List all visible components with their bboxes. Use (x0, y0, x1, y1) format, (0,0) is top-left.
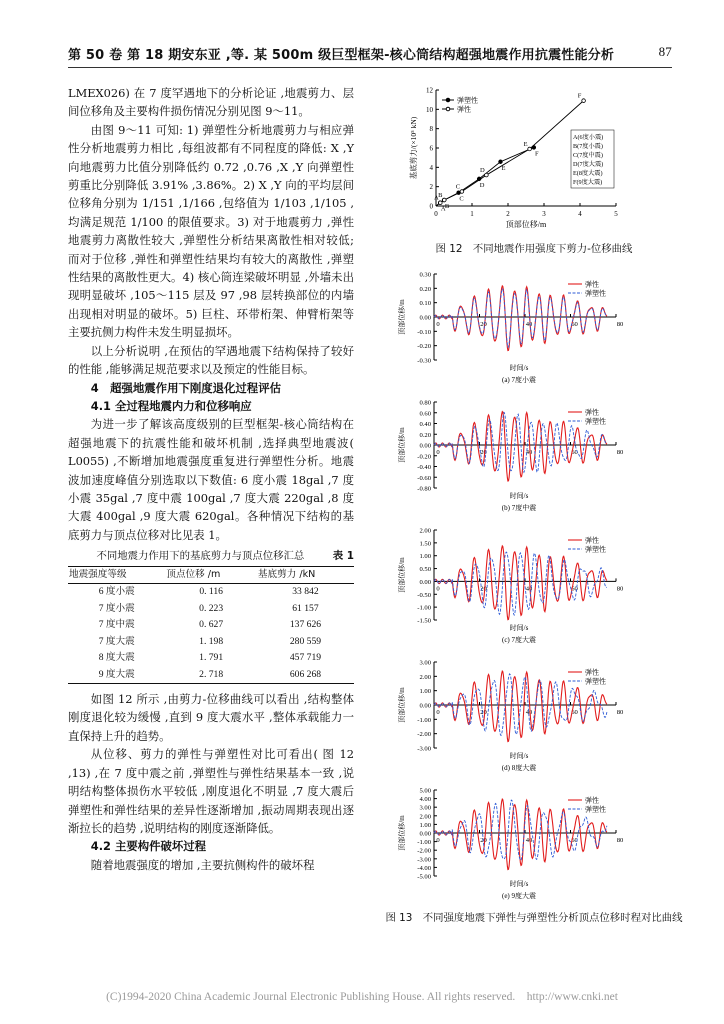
table-cell: 457 719 (289, 652, 322, 664)
table-header: 基底剪力 /kN (257, 566, 354, 584)
panel-subtitle: (e) 9度大震 (501, 892, 537, 900)
x-axis-label: 时间/s (509, 752, 529, 760)
y-axis-label: 顶部位移/m (398, 557, 406, 593)
legend-marker (446, 98, 450, 102)
x-tick-label: 60 (571, 321, 578, 328)
figure-13c-chart (384, 522, 684, 650)
y-axis-label: 顶部位移/m (398, 299, 406, 335)
data-table (68, 566, 354, 685)
data-point (442, 198, 446, 202)
y-tick-label: 1.00 (419, 688, 431, 696)
y-tick-label: 4.00 (419, 796, 431, 804)
figure-13a-chart (384, 266, 684, 390)
y-tick-label: 0.00 (419, 314, 431, 322)
table-row (68, 584, 354, 601)
paragraph: 如图 12 所示 ,由剪力-位移曲线可以看出 ,结构整体刚度退化较为缓慢 ,直到 9 度大震水平 ,整体承载能力一直保持上升的趋势。 (68, 692, 354, 743)
y-tick-label: 0.50 (419, 566, 431, 574)
point-label: E (523, 140, 528, 148)
panel-subtitle: (a) 7度小震 (501, 376, 537, 384)
x-tick-label: 20 (480, 321, 487, 328)
figure-12-caption: 图 12 不同地震作用强度下剪力-位移曲线 (435, 243, 633, 255)
paragraph: 以上分析说明 ,在预估的罕遇地震下结构保持了较好的性能 ,能够满足规范要求以及预定的性能目标。 (68, 343, 354, 377)
legend-label: 弹塑性 (585, 677, 606, 686)
table-caption (68, 547, 354, 565)
x-tick-label: 60 (571, 709, 578, 716)
x-tick-label: 20 (480, 449, 487, 456)
figure-13e-chart (384, 782, 684, 906)
running-header (68, 44, 672, 63)
x-tick-label: 80 (616, 709, 624, 716)
copyright-footer: (C)1994-2020 China Academic Journal Electronic Publishing House. All rights reserved. http://www.cnki.net (106, 991, 618, 1003)
table-cell: 0. 116 (199, 586, 223, 598)
figure-13-caption: 图 13 不同强度地震下弹性与弹塑性分析顶点位移时程对比曲线 (385, 912, 683, 924)
figure-13b-chart (384, 394, 684, 518)
table-cell: 280 559 (289, 635, 322, 647)
x-tick-label: 40 (525, 449, 533, 456)
x-axis-label: 时间/s (509, 492, 529, 500)
y-axis-label: 顶部位移/m (398, 687, 406, 723)
x-tick-label: 0 (436, 585, 440, 593)
x-axis-label: 时间/s (509, 364, 529, 372)
point-label: A (440, 205, 446, 213)
paragraph: LMEX026) 在 7 度罕遇地下的分析论证 ,地震剪力、层间位移角及主要构件损伤情况分别见图 9～11。 (68, 86, 354, 119)
point-label: A (433, 194, 439, 202)
annotation: E(8度大震) (573, 170, 603, 177)
x-tick-label: 20 (480, 709, 487, 716)
y-tick-label: 0.30 (419, 271, 431, 279)
x-tick-label: 40 (525, 321, 533, 328)
y-tick-label: -0.30 (417, 357, 431, 365)
legend-label: 弹塑性 (585, 417, 606, 426)
panel-subtitle: (d) 8度大震 (501, 764, 537, 772)
y-tick-label: 0.20 (419, 285, 431, 293)
y-tick-label: 0.10 (419, 300, 431, 308)
figure-13d-chart (384, 654, 684, 778)
x-tick-label: 40 (525, 709, 533, 716)
y-tick-label: 2 (429, 183, 433, 192)
x-axis-label: 顶部位移/m (505, 220, 547, 229)
y-tick-label: 6 (429, 144, 433, 153)
y-tick-label: -5.00 (417, 873, 431, 881)
series-line-elastic (434, 546, 607, 620)
left-column (68, 84, 354, 874)
table-cell: 6 度小震 (98, 586, 135, 598)
y-tick-label: 2.00 (419, 813, 431, 821)
y-tick-label: -0.60 (417, 474, 431, 482)
table-cell: 1. 198 (199, 635, 224, 647)
y-tick-label: 1.00 (419, 821, 431, 829)
table-cell: 606 268 (257, 667, 354, 684)
x-tick-label: 3 (542, 210, 546, 218)
y-tick-label: 5.00 (419, 787, 431, 795)
y-tick-label: -3.00 (417, 745, 431, 753)
y-tick-label: -0.50 (417, 591, 431, 599)
series-line-elastic (434, 286, 607, 351)
y-tick-label: 0.00 (419, 442, 431, 450)
y-tick-label: 0.00 (419, 702, 431, 710)
table-cell: 7 度小震 (98, 602, 135, 614)
table-caption-text: 不同地震力作用下的基底剪力与顶点位移汇总 (96, 550, 305, 563)
y-tick-label: -0.20 (417, 343, 431, 351)
legend-marker (446, 107, 450, 111)
x-tick-label: 80 (616, 837, 624, 844)
point-label: C (455, 183, 461, 191)
table-cell: 7 度中震 (98, 619, 135, 631)
x-tick-label: 5 (614, 210, 618, 218)
y-tick-label: -0.20 (417, 453, 431, 461)
point-label: B (438, 192, 443, 200)
x-tick-label: 20 (480, 585, 487, 593)
point-label: B (444, 203, 450, 211)
legend-label: 弹性 (585, 280, 599, 289)
x-tick-label: 60 (571, 585, 578, 593)
y-tick-label: -0.10 (417, 328, 431, 336)
y-tick-label: -1.00 (417, 716, 431, 724)
x-tick-label: 0 (436, 321, 440, 328)
annotation: C(7度中震) (573, 152, 603, 159)
x-tick-label: 40 (525, 837, 533, 844)
y-tick-label: -1.00 (417, 604, 431, 612)
legend-label: 弹性 (585, 408, 599, 417)
y-tick-label: 2.00 (419, 673, 431, 681)
table-number: 表 1 (332, 550, 354, 563)
point-label: C (459, 195, 464, 203)
point-label: F (577, 92, 582, 100)
legend-label: 弹塑性 (585, 545, 606, 554)
data-point (460, 190, 464, 194)
series-line-elastic (434, 799, 607, 870)
legend-label: 弹塑性 (457, 96, 478, 105)
table-row (68, 650, 354, 667)
legend-label: 弹性 (457, 105, 471, 114)
subsection-heading: 4.1 全过程地震内力和位移响应 (90, 398, 252, 413)
table-header: 地震强度等级 (68, 566, 165, 584)
table-row (68, 634, 354, 651)
table-row (68, 667, 354, 684)
y-tick-label: 10 (426, 105, 433, 114)
y-tick-label: -2.00 (417, 731, 431, 739)
x-tick-label: 0 (436, 449, 440, 456)
panel-subtitle: (c) 7度大震 (501, 636, 537, 644)
table-row (68, 617, 354, 634)
table-cell: 8 度大震 (98, 652, 135, 664)
legend-label: 弹性 (585, 796, 599, 805)
table-cell: 7 度大震 (98, 635, 135, 647)
y-tick-label: -3.00 (417, 856, 431, 864)
legend-label: 弹性 (585, 536, 599, 545)
x-axis-label: 时间/s (509, 880, 529, 888)
x-tick-label: 80 (616, 585, 624, 593)
table-cell: 61 157 (292, 602, 319, 614)
panel-subtitle: (b) 7度中震 (501, 504, 537, 512)
y-tick-label: 3.00 (419, 804, 431, 812)
y-tick-label: -0.40 (417, 464, 431, 471)
y-axis-label: 基底剪力/(×10⁵ kN) (409, 116, 418, 180)
legend-label: 弹塑性 (585, 289, 606, 298)
paragraph: 为进一步了解该高度级别的巨型框架-核心筒结构在超强地震下的抗震性能和破坏机制 ,选择典型地震波( L0055) ,不断增加地震强度重复进行弹塑性分析。地震波加速度峰值分别选取以下数值: 6 度小震 18gal ,7 度小震 35gal ,7 度中震 100gal ,7 度大震 220gal ,8 度大震 400gal ,9 度大震 620gal。各种情况下结构的基底剪力与顶点位移对比见表 1。 (68, 417, 354, 542)
x-tick-label: 20 (480, 837, 487, 844)
table-cell: 137 626 (289, 619, 322, 631)
y-tick-label: -1.00 (417, 839, 431, 847)
section-heading: 4 超强地震作用下刚度退化过程评估 (90, 380, 281, 395)
data-point (499, 160, 503, 164)
x-tick-label: 40 (525, 585, 533, 593)
paragraph: 从位移、剪力的弹性与弹塑性对比可看出( 图 12 ,13) ,在 7 度中震之前 ,弹塑性与弹性结果基本一致 ,说明结构整体损伤水平较低 ,刚度退化不明显 ,7 度大震后弹塑性和弹性结果的差异性逐渐增加 ,振动周期表现出逐渐拉长的趋势 ,说明结构的刚度逐渐降低。 (68, 747, 354, 835)
x-tick-label: 0 (436, 709, 440, 716)
y-tick-label: 0 (429, 202, 433, 211)
x-tick-label: 0 (436, 837, 440, 844)
y-tick-label: 0.00 (419, 830, 431, 838)
x-tick-label: 0 (434, 210, 438, 218)
point-label: D (480, 167, 485, 175)
y-axis-label: 顶部位移/m (398, 427, 406, 463)
y-tick-label: -1.50 (417, 617, 431, 625)
y-tick-label: 0.60 (419, 410, 431, 418)
y-tick-label: 1.50 (419, 540, 431, 548)
y-tick-label: 2.00 (419, 527, 431, 535)
x-tick-label: 80 (616, 449, 624, 456)
x-tick-label: 1 (470, 210, 474, 218)
y-tick-label: -2.00 (417, 847, 431, 855)
annotation: D(7度大震) (573, 161, 604, 168)
point-label: F (535, 150, 539, 158)
annotation: A(6度小震) (573, 134, 604, 141)
table-cell: 2. 718 (165, 667, 257, 684)
table-header: 顶点位移 /m (165, 566, 257, 584)
y-tick-label: 12 (426, 86, 433, 95)
table-cell: 0. 223 (199, 602, 224, 614)
table-cell: 33 842 (292, 586, 319, 598)
point-label: D (479, 181, 485, 189)
x-tick-label: 60 (571, 449, 578, 456)
y-tick-label: 0.00 (419, 578, 431, 586)
series-line-plastic (434, 412, 607, 472)
y-tick-label: 3.00 (419, 659, 431, 667)
subsection-heading: 4.2 主要构件破坏过程 (90, 839, 207, 854)
table-cell: 9 度大震 (68, 667, 165, 684)
y-tick-label: 1.00 (419, 553, 431, 561)
y-tick-label: -0.80 (417, 485, 431, 493)
y-tick-label: 4 (429, 163, 433, 172)
annotation: F(9度大震) (573, 179, 603, 186)
y-tick-label: 0.80 (419, 399, 431, 407)
point-label: E (501, 164, 506, 172)
x-axis-label: 时间/s (509, 624, 529, 632)
table-cell: 1. 791 (199, 652, 224, 664)
data-point (528, 147, 532, 151)
paragraph: 由图 9～11 可知: 1) 弹塑性分析地震剪力与相应弹性分析地震剪力相比 ,每组波都有不同程度的降低: X ,Y 向地震剪力比值分别降低约 0.72 ,0.76 ,X ,Y 向弹塑性剪重比分别降低 3.91% ,3.86%。2) X ,Y 向的平均层间位移角分别为 1/151 ,1/166 ,包络值为 1/103 ,1/105 ,均满足规范 1/100 的限值要求。3) 对于地震剪力 ,弹性地震剪力离散性较大 ,弹塑性分析结果离散性相对较低; 而对于位移 ,弹性和弹塑性结果均有较大的离散性 ,弹塑性结果的离散性更大。4) 核心筒连梁破坏明显 ,外墙未出现明显破坏 ,105～115 层及 97 ,98 层转换部位的内墙出现相对明显的破坏。5) 巨柱、环带桁架、伸臂桁架等主要抗侧力构件未发生明显损坏。 (68, 122, 354, 340)
y-tick-label: 0.20 (419, 431, 431, 439)
x-tick-label: 4 (578, 210, 582, 218)
y-tick-label: -4.00 (417, 864, 431, 872)
y-tick-label: 0.40 (419, 421, 431, 428)
legend-label: 弹性 (585, 668, 599, 677)
table-cell: 0. 627 (199, 619, 224, 631)
x-tick-label: 80 (616, 321, 624, 328)
header-rule (68, 67, 672, 68)
header-title: 第 50 卷 第 18 期安东亚 ,等. 某 500m 级巨型框架-核心筒结构超强地震作用抗震性能分析 (68, 48, 615, 63)
page-number: 87 (658, 44, 672, 59)
legend-label: 弹塑性 (585, 805, 606, 814)
data-point (582, 99, 586, 103)
annotation: B(7度小震) (573, 143, 603, 150)
paragraph: 随着地震强度的增加 ,主要抗侧构件的破坏程 (90, 857, 315, 872)
x-tick-label: 2 (506, 210, 510, 218)
table-row (68, 601, 354, 618)
y-tick-label: 8 (429, 125, 433, 134)
data-point (485, 173, 489, 177)
series-line-plastic (434, 800, 607, 860)
series-line-elastic (434, 412, 607, 481)
data-point (439, 201, 443, 205)
figure-12-chart (384, 84, 684, 234)
y-axis-label: 顶部位移/m (398, 815, 406, 851)
x-tick-label: 60 (571, 837, 578, 844)
